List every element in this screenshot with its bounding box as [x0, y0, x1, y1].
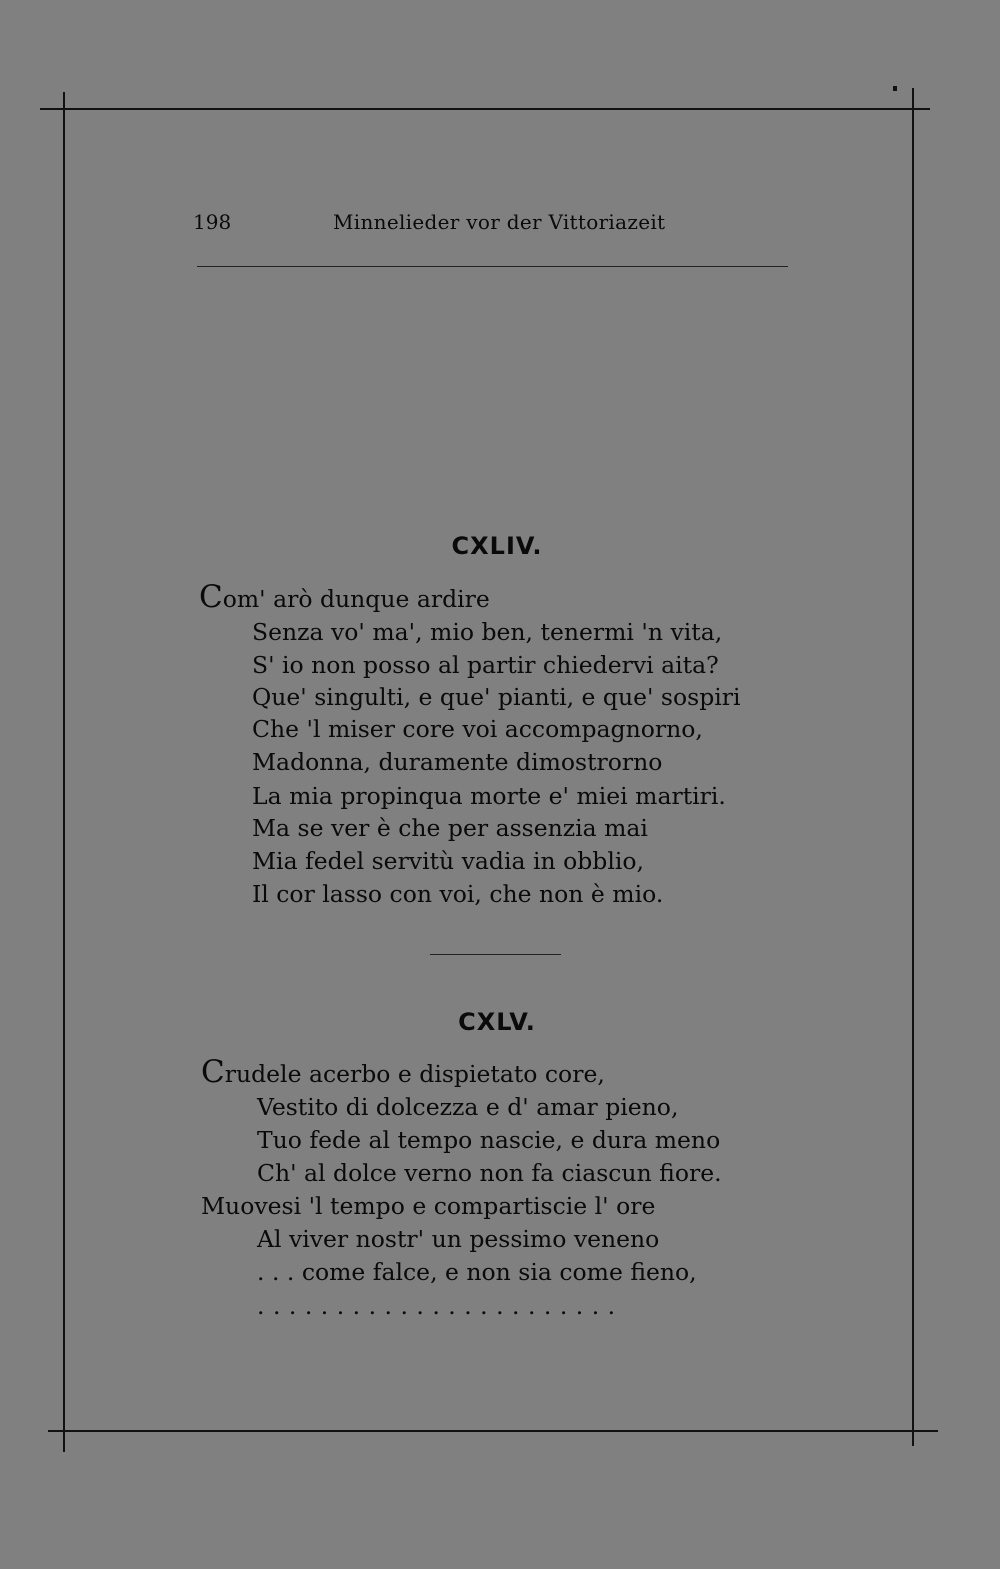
initial-letter: C [201, 1054, 225, 1090]
poem-line: Senza vo' ma', mio ben, tenermi 'n vita, [252, 618, 723, 646]
frame-left-rule [63, 92, 65, 1452]
poem-line [201, 1054, 605, 1090]
page-number: 198 [193, 210, 232, 234]
poem-line: La mia propinqua morte e' miei martiri. [252, 782, 726, 810]
poem-line: Che 'l miser core voi accompagnorno, [252, 715, 703, 743]
poem-line: Mia fedel servitù vadia in obblio, [252, 847, 644, 875]
poem-line: Ma se ver è che per assenzia mai [252, 814, 648, 842]
poem-line: Tuo fede al tempo nascie, e dura meno [257, 1126, 721, 1154]
poem-line [199, 579, 490, 615]
poem-line: . . . come falce, e non sia come fieno, [257, 1258, 697, 1286]
frame-right-rule [912, 88, 914, 1446]
poem-line: Que' singulti, e que' pianti, e que' sospiri [252, 683, 741, 711]
poem-line: Il cor lasso con voi, che non è mio. [252, 880, 664, 908]
poem-line-text: om' arò dunque ardire [222, 585, 490, 613]
frame-bottom-rule [48, 1430, 938, 1432]
poem-line: Al viver nostr' un pessimo veneno [257, 1225, 660, 1253]
poem-line: Muovesi 'l tempo e compartiscie l' ore [201, 1192, 656, 1220]
running-title: Minnelieder vor der Vittoriazeit [333, 210, 666, 234]
section-separator [430, 954, 561, 955]
poem-line: S' io non posso al partir chiedervi aita? [252, 651, 719, 679]
poem-line: Madonna, duramente dimostrorno [252, 748, 663, 776]
ellipsis-line: . . . . . . . . . . . . . . . . . . . . . . . [257, 1292, 616, 1320]
frame-mark [893, 86, 897, 91]
initial-letter: C [199, 579, 223, 615]
header-rule [197, 266, 788, 267]
poem-line-text: rudele acerbo e dispietato core, [224, 1060, 605, 1088]
poem-line: Ch' al dolce verno non fa ciascun fiore. [257, 1159, 722, 1187]
poem-line: Vestito di dolcezza e d' amar pieno, [257, 1093, 679, 1121]
poem-numeral: CXLIV. [451, 532, 543, 560]
poem-numeral: CXLV. [458, 1008, 536, 1036]
frame-top-rule [40, 108, 930, 110]
